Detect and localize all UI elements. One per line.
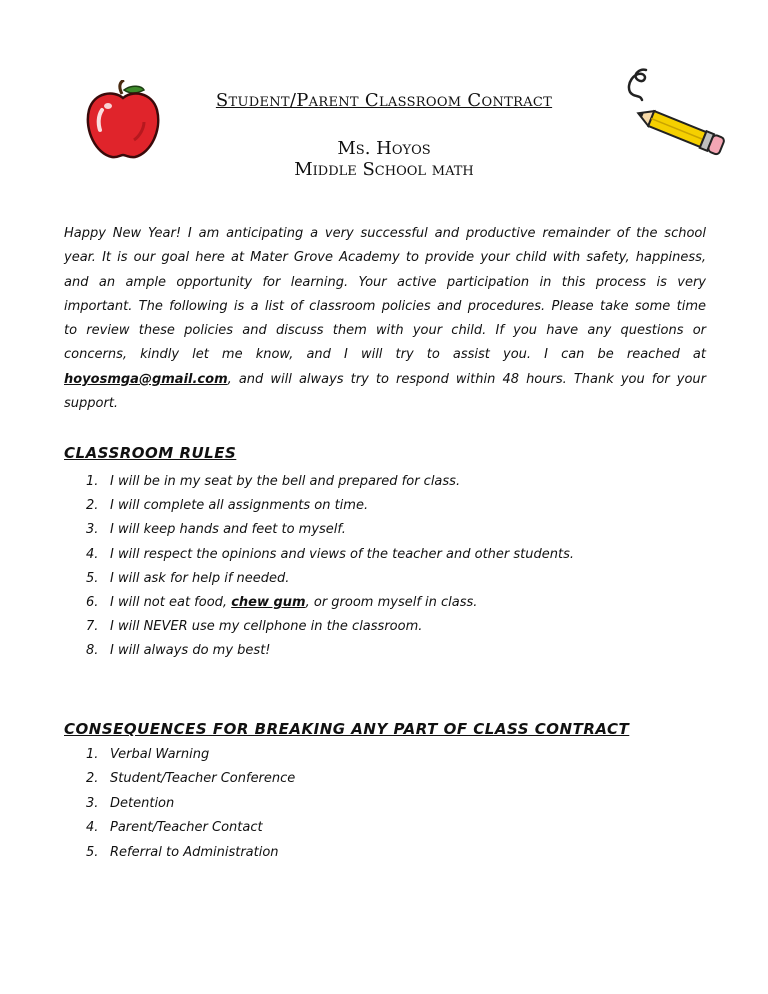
rule-number: 2. xyxy=(86,498,99,514)
rule-number: 4. xyxy=(86,546,99,562)
rule-number: 5. xyxy=(86,570,99,586)
consequence-item xyxy=(86,743,295,767)
rules-list xyxy=(86,470,574,664)
consequences-heading: CONSEQUENCES FOR BREAKING ANY PART OF CLASS CONTRACT xyxy=(64,720,630,738)
intro-paragraph xyxy=(64,222,706,416)
consequence-number: 4. xyxy=(86,820,99,836)
rule-text: I will respect the opinions and views of the teacher and other students. xyxy=(110,546,574,562)
rule-item xyxy=(86,543,574,567)
consequence-text: Detention xyxy=(110,795,175,811)
rule-item xyxy=(86,567,574,591)
email-link[interactable]: hoyosmga@gmail.com xyxy=(64,371,228,387)
consequence-item xyxy=(86,841,295,865)
rule-number: 6. xyxy=(86,595,99,611)
rule-text-before: I will not eat food, xyxy=(110,595,232,611)
course-name: Middle School math xyxy=(294,159,474,180)
page-title: Student/Parent Classroom Contract xyxy=(215,90,553,111)
consequence-item xyxy=(86,792,295,816)
intro-text-part2: , and will always try to respond within 48 hours. Thank you for your support. xyxy=(64,371,706,412)
rule-number: 8. xyxy=(86,643,99,659)
consequence-text: Student/Teacher Conference xyxy=(110,771,296,787)
rule-item xyxy=(86,518,574,542)
consequence-item xyxy=(86,816,295,840)
intro-text-part1: Happy New Year! I am anticipating a very successful and productive remainder of the school year. It is our goal here at Mater Grove Academy to provide your child with safety, happiness, and an ample opportunity for learning. Your active participation in this process is very important. The following is a list of classroom policies and procedures. Please take some time to review these policies and discuss them with your child. If you have any questions or concerns, kindly let me know, and I will try to assist you. I can be reached at xyxy=(64,226,706,363)
rule-number: 1. xyxy=(86,474,99,489)
teacher-name: Ms. Hoyos xyxy=(337,138,431,159)
rule-number: 7. xyxy=(86,619,99,635)
consequence-item xyxy=(86,767,295,791)
consequence-number: 5. xyxy=(86,844,99,860)
teacher-block xyxy=(0,138,768,180)
consequence-number: 2. xyxy=(86,771,99,787)
consequence-text: Verbal Warning xyxy=(110,747,210,762)
rule-number: 3. xyxy=(86,522,99,538)
rule-text: I will NEVER use my cellphone in the classroom. xyxy=(110,619,423,635)
rule-text-after: , or groom myself in class. xyxy=(305,595,478,611)
consequences-list xyxy=(86,743,295,865)
rule-item xyxy=(86,494,574,518)
rule-text: I will be in my seat by the bell and prepared for class. xyxy=(110,474,461,489)
rule-item xyxy=(86,639,574,663)
rule-item xyxy=(86,615,574,639)
consequence-number: 3. xyxy=(86,795,99,811)
rules-heading: CLASSROOM RULES xyxy=(64,444,237,462)
rule-text: I will keep hands and feet to myself. xyxy=(110,522,346,538)
consequence-text: Referral to Administration xyxy=(110,844,279,860)
rule-item xyxy=(86,591,574,615)
rule-item xyxy=(86,470,574,494)
rule-text: I will ask for help if needed. xyxy=(110,570,290,586)
consequence-number: 1. xyxy=(86,747,99,762)
rule-text: I will complete all assignments on time. xyxy=(110,498,369,514)
chew-gum-emphasis: chew gum xyxy=(231,595,306,611)
rule-text: I will always do my best! xyxy=(110,643,271,659)
consequence-text: Parent/Teacher Contact xyxy=(110,820,263,836)
